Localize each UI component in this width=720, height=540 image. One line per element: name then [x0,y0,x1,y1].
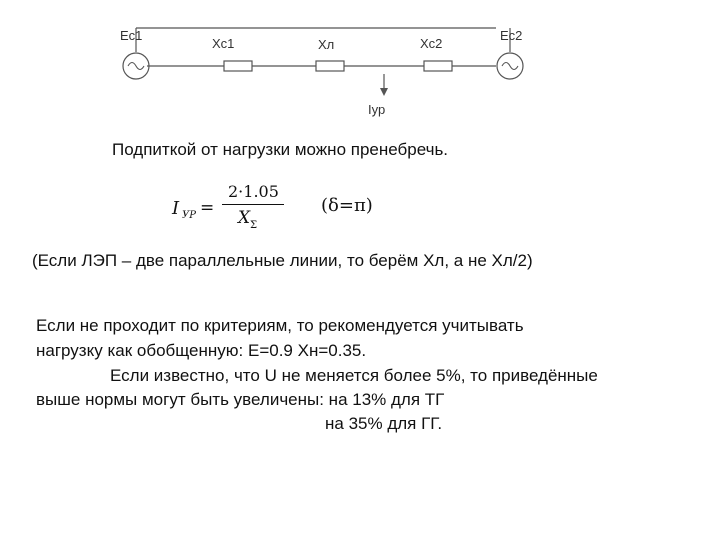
condition: (δ=π) [321,195,373,216]
formula-equals: = [200,198,215,218]
reactance-right-label: Xc2 [420,36,443,51]
source-left-label: Ec1 [120,28,143,43]
current-label: Iур [368,102,386,117]
formula-numerator: 2·1.05 [228,182,279,201]
reactance-line-label: Xл [318,37,335,52]
para-line-2: нагрузку как обобщенную: Е=0.9 Хн=0.35. [36,341,367,360]
formula-lhs-symbol: I [172,198,180,219]
para-line-5: на 35% для ГГ. [325,414,443,433]
para-line-1: Если не проходит по критериям, то рекомендуется учитывать [36,316,524,335]
formula-fraction-bar [222,204,284,205]
formula [160,180,300,230]
formula-denominator-subscript: Σ [250,220,258,231]
para-line-4: выше нормы могут быть увеличены: на 13% для ТГ [36,390,445,409]
circuit-diagram [0,0,720,130]
current-arrow-icon [380,74,388,96]
para-line-3: Если известно, что U не меняется более 5%, то приведённые [110,366,598,385]
reactance-left-label: Xc1 [212,36,235,51]
reactance-right-resistor-icon [424,61,452,71]
formula-lhs-subscript: УР [182,210,196,221]
note-parallel: (Если ЛЭП – две параллельные линии, то берём Хл, а не Хл/2) [32,251,533,270]
reactance-left-resistor-icon [224,61,252,71]
note-load: Подпиткой от нагрузки можно пренебречь. [112,140,449,159]
formula-denominator-symbol: X [238,208,251,228]
reactance-line-resistor-icon [316,61,344,71]
source-right-label: Ec2 [500,28,523,43]
